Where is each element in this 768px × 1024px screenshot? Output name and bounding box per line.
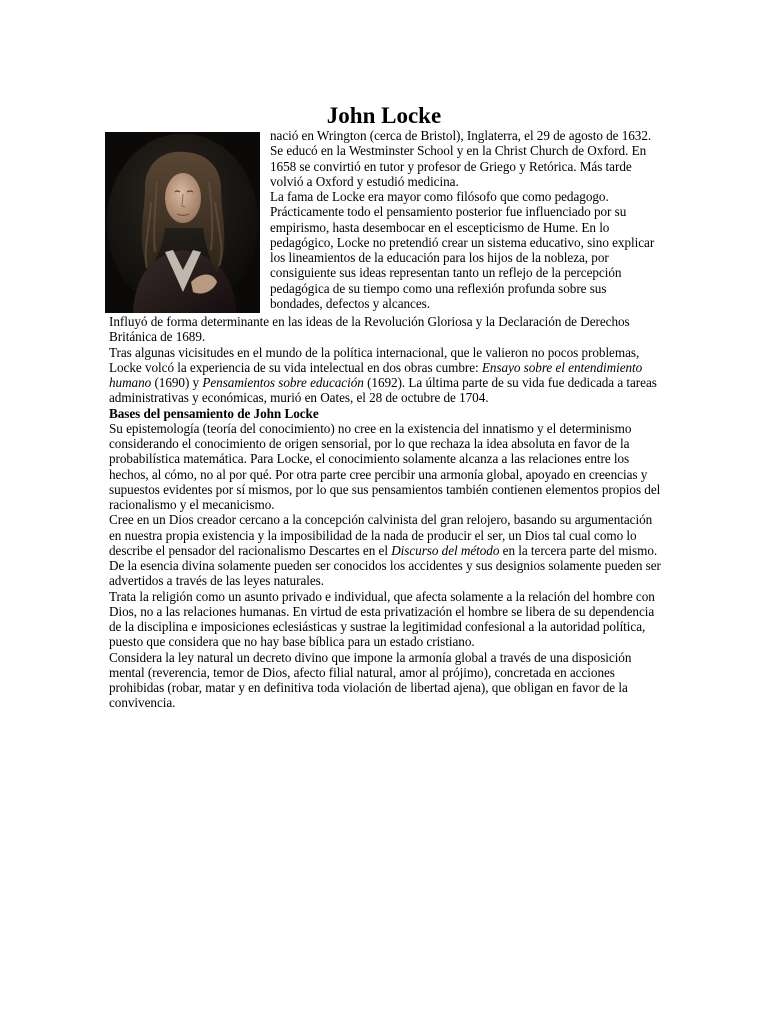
paragraph-works — [109, 345, 661, 406]
work-title-pensamientos: Pensamientos sobre educación — [202, 375, 364, 390]
body-text — [109, 314, 661, 711]
god-text-a: Cree en un Dios creador cercano a la concepción calvinista del gran relojero, basando su argumentación en nuestra propia existencia y la imposibilidad de la nada de producir el ser, un Dios tal cual como lo describe el pensador del racionalismo Descartes en el — [109, 512, 653, 558]
intro-paragraph-fame: La fama de Locke era mayor como filósofo que como pedagogo. Prácticamente todo el pensamiento posterior fue influenciado por su empirismo, hasta desembocar en el escepticismo de Hume. En lo pedagógico, Locke no pretendió crear un sistema educativo, sino explicar los lineamientos de la educación para los hijos de la nobleza, por consiguiente sus ideas representan tanto un reflejo de la percepción pedagógica de su tiempo como una reflexión profunda sobre sus bondades, defectos y alcances. — [270, 189, 655, 311]
paragraph-epistemology: Su epistemología (teoría del conocimiento) no cree en la existencia del innatismo y el determinismo considerando el conocimiento de origen sensorial, por lo que rechaza la idea absoluta en favor de la probabilística matemática. Para Locke, el conocimiento solamente alcanza a las relaciones entre los hechos, al cómo, no al por qué. Por otra parte cree percibir una armonía global, apoyado en creencias y supuestos evidentes por sí mismos, por lo que sus pensamientos también contienen elementos propios del racionalismo y el mecanicismo. — [109, 420, 661, 512]
portrait-painting — [105, 132, 260, 313]
paragraph-god — [109, 512, 661, 588]
intro-paragraph-birth: nació en Wrington (cerca de Bristol), Inglaterra, el 29 de agosto de 1632. Se educó en la Westminster School y en la Christ Church de Oxford. En 1658 se convirtió en tutor y profesor de Griego y Retórica. Más tarde volvió a Oxford y estudió medicina. — [270, 128, 652, 189]
intro-text — [270, 128, 662, 311]
works-text-a: Tras algunas vicisitudes en el mundo de la política internacional, que le valieron no pocos problemas, Locke volcó la experiencia de su vida intelectual en dos obras cumbre: — [109, 344, 640, 375]
paragraph-revolution: Influyó de forma determinante en las ideas de la Revolución Gloriosa y la Declaración de Derechos Británica de 1689. — [109, 314, 630, 345]
section-heading: Bases del pensamiento de John Locke — [109, 405, 319, 421]
paragraph-natural-law: Considera la ley natural un decreto divino que impone la armonía global a través de una disposición mental (reverencia, temor de Dios, afecto filial natural, amor al prójimo), concretada en acciones prohibidas (robar, matar y en definitiva toda violación de libertad ajena), que obligan en favor de la convivencia. — [109, 649, 632, 711]
works-text-b: (1690) y — [151, 375, 203, 390]
works-text-c: (1692). La última parte de su vida fue dedicada a tareas administrativas y económicas, murió en Oates, el 28 de octubre de 1704. — [109, 375, 657, 406]
page-title: John Locke — [326, 103, 442, 128]
portrait-image — [105, 132, 260, 313]
work-title-discurso: Discurso del método — [391, 542, 500, 558]
paragraph-religion: Trata la religión como un asunto privado e individual, que afecta solamente a la relación del hombre con Dios, no a las relaciones humanas. En virtud de esta privatización el hombre se libera de su dependencia de la disciplina e imposiciones eclesiásticas y sustrae la legitimidad confesional a la autoridad política, puesto que considera que no hay base bíblica para un estado cristiano. — [109, 588, 655, 650]
work-title-ensayo: Ensayo sobre el entendimiento humano — [109, 359, 643, 390]
god-text-b: en la tercera parte del mismo. De la esencia divina solamente pueden ser conocidos los accidentes y sus designios solamente pueden ser advertidos a través de las leyes naturales. — [109, 542, 661, 589]
